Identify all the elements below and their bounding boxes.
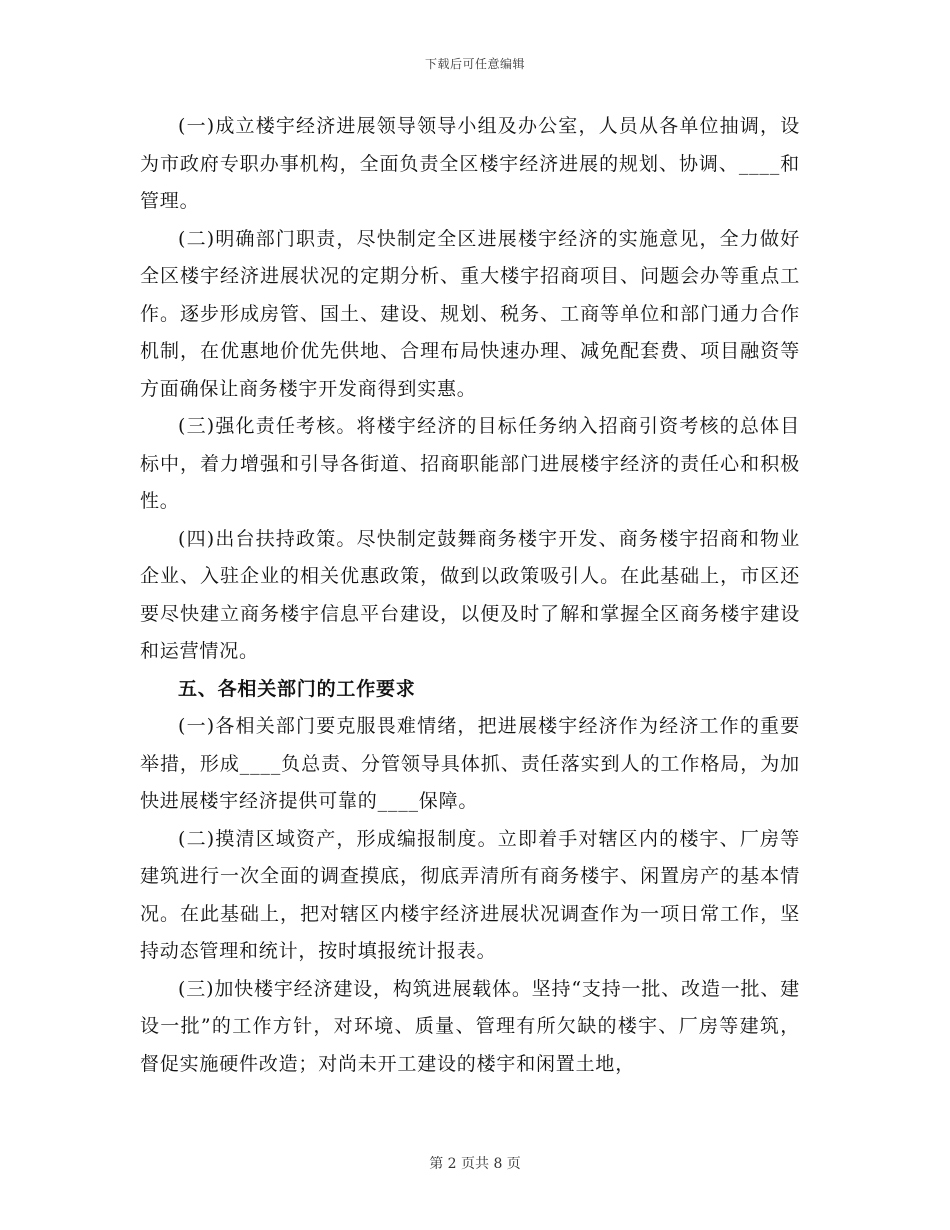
paragraph-7: (三)加快楼宇经济建设，构筑进展载体。坚持“支持一批、改造一批、建设一批”的工作方针，对环境、质量、管理有所欠缺的楼宇、厂房等建筑，督促实施硬件改造；对尚未开工建设的楼宇和闲置土地， [140,977,800,1075]
paragraph-3: (三)强化责任考核。将楼宇经济的目标任务纳入招商引资考核的总体目标中，着力增强和引导各街道、招商职能部门进展楼宇经济的责任心和积极性。 [140,415,800,512]
paragraph-4: (四)出台扶持政策。尽快制定鼓舞商务楼宇开发、商务楼宇招商和物业企业、入驻企业的相关优惠政策，做到以政策吸引人。在此基础上，市区还要尽快建立商务楼宇信息平台建设，以便及时了解和掌握全区商务楼宇建设和运营情况。 [140,527,800,662]
paragraph-5: (一)各相关部门要克服畏难情绪，把进展楼宇经济作为经济工作的重要举措，形成____负总责、分管领导具体抓、责任落实到人的工作格局，为加快进展楼宇经济提供可靠的____保障。 [140,715,800,812]
page-number: 第 2 页共 8 页 [429,1156,521,1172]
section-heading-5: 五、各相关部门的工作要求 [178,677,416,700]
paragraph-6: (二)摸清区域资产，形成编报制度。立即着手对辖区内的楼宇、厂房等建筑进行一次全面的调查摸底，彻底弄清所有商务楼宇、闲置房产的基本情况。在此基础上，把对辖区内楼宇经济进展状况调查作为一项日常工作，坚持动态管理和统计，按时填报统计报表。 [140,827,800,962]
page-header-note: 下载后可任意编辑 [424,57,525,71]
paragraph-1: (一)成立楼宇经济进展领导领导小组及办公室，人员从各单位抽调，设为市政府专职办事机构，全面负责全区楼宇经济进展的规划、协调、____和管理。 [140,115,800,212]
document-body [140,108,800,1083]
paragraph-2: (二)明确部门职责，尽快制定全区进展楼宇经济的实施意见，全力做好全区楼宇经济进展状况的定期分析、重大楼宇招商项目、问题会办等重点工作。逐步形成房管、国土、建设、规划、税务、工商等单位和部门通力合作机制，在优惠地价优先供地、合理布局快速办理、减免配套费、项目融资等方面确保让商务楼宇开发商得到实惠。 [140,227,800,400]
